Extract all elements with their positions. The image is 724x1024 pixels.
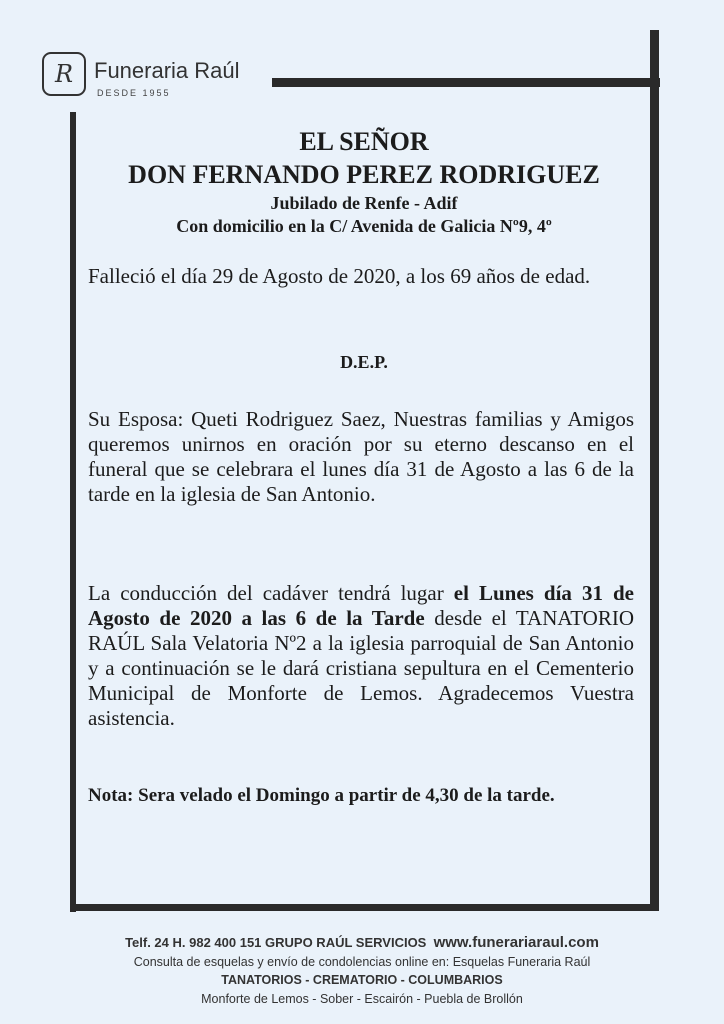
frame-bottom-line (70, 904, 659, 911)
footer-locations: Monforte de Lemos - Sober - Escairón - Puebla de Brollón (201, 992, 523, 1006)
logo-since: DESDE 1955 (97, 88, 171, 98)
cortege-paragraph (88, 581, 634, 731)
subtitle-occupation: Jubilado de Renfe - Adif (270, 193, 458, 213)
footer-services: TANATORIOS - CREMATORIO - COLUMBARIOS (221, 973, 503, 987)
footer-website-link[interactable]: www.funerariaraul.com (433, 934, 599, 951)
frame-left-line (70, 112, 76, 912)
cortege-rest: desde el TANATORIO RAÚL Sala Velatoria Nº2 a la iglesia parroquial de San Antonio y a continuación se le dará cristiana sepultura en el Cementerio Municipal de Monforte de Lemos. Agradecemos Vuestra asistencia. (88, 606, 634, 730)
frame-top-line (272, 78, 660, 87)
rip-text: D.E.P. (340, 352, 388, 372)
logo-emblem-icon: R (42, 52, 86, 96)
title-deceased-name: DON FERNANDO PEREZ RODRIGUEZ (128, 160, 600, 189)
footer-phone: Telf. 24 H. 982 400 151 GRUPO RAÚL SERVICIOS (125, 935, 427, 950)
footer-contact-line (40, 933, 684, 953)
death-notice: Falleció el día 29 de Agosto de 2020, a los 69 años de edad. (88, 264, 591, 288)
footer-online-text: Consulta de esquelas y envío de condolencias online en: Esquelas Funeraria Raúl (133, 955, 591, 969)
family-paragraph: Su Esposa: Queti Rodriguez Saez, Nuestras familias y Amigos queremos unirnos en oración por su eterno descanso en el funeral que se celebrara el lunes día 31 de Agosto a las 6 de la tarde en la iglesia de San Antonio. (88, 407, 634, 506)
frame-right-line (650, 30, 659, 910)
note-paragraph: Nota: Sera velado el Domingo a partir de 4,30 de la tarde. (88, 785, 555, 806)
cortege-intro: La conducción del cadáver tendrá lugar (88, 581, 454, 605)
cortege-date: el Lunes día 31 de Agosto de 2020 a las 6 de la Tarde (88, 581, 634, 630)
subtitle-address: Con domicilio en la C/ Avenida de Galicia Nº9, 4º (176, 216, 552, 236)
footer (40, 933, 684, 1009)
funeraria-logo (42, 52, 282, 108)
title-honorific: EL SEÑOR (299, 127, 429, 156)
logo-name: Funeraria Raúl (94, 58, 240, 83)
obituary-header (80, 126, 648, 238)
